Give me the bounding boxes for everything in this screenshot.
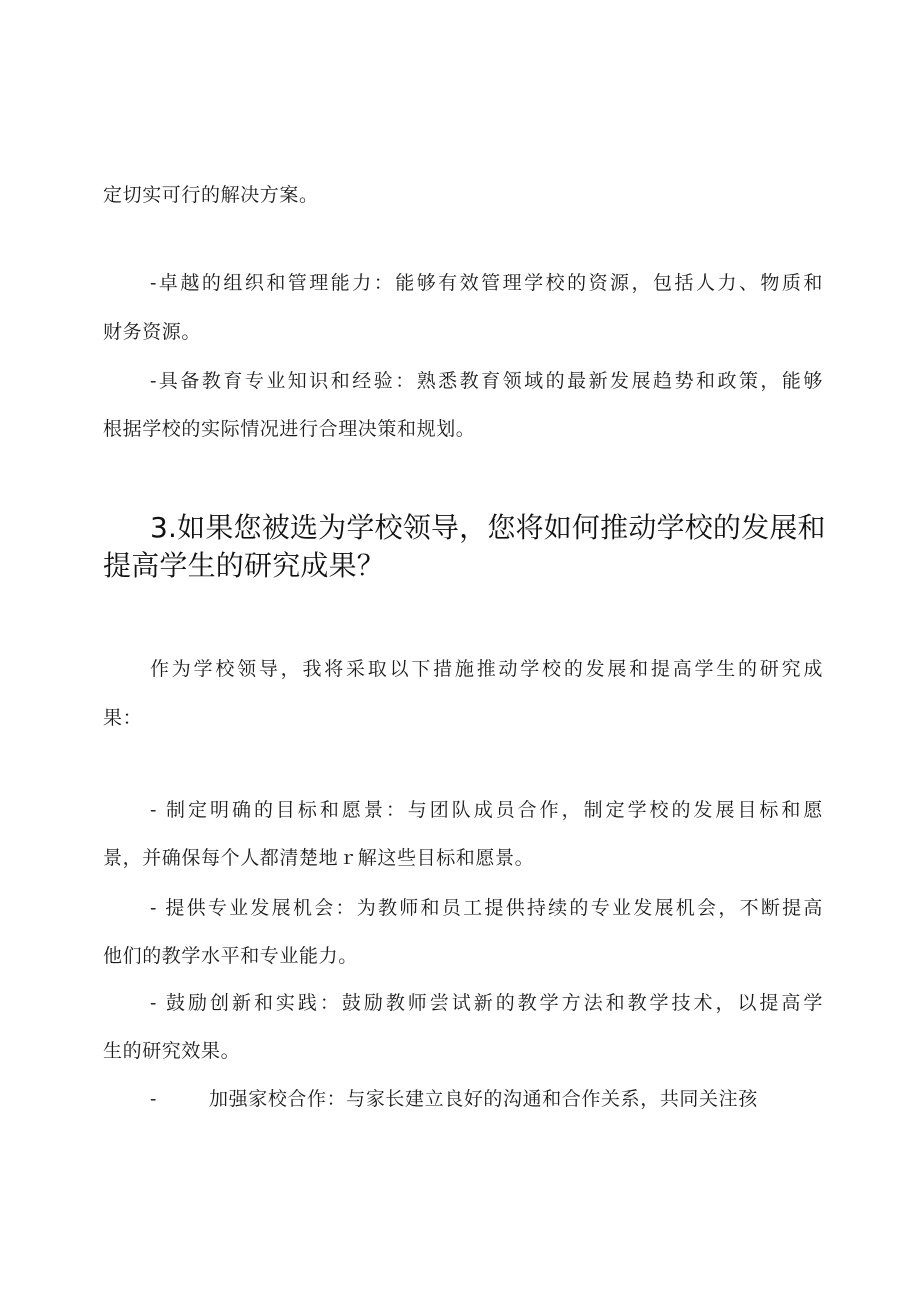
bullet-family-text: 加强家校合作：与家长建立良好的沟通和合作关系，共同关注孩 [209, 1088, 758, 1110]
bullet-training-line-1: - 提供专业发展机会：为教师和员工提供持续的专业发展机会，不断提高 [150, 897, 823, 919]
bullet-edu-line-2: 根据学校的实际情况进行合理决策和规划。 [103, 418, 476, 440]
paragraph-line: 定切实可行的解决方案。 [103, 184, 319, 206]
bullet-dash: - [150, 1088, 158, 1110]
bullet-family-line-1 [150, 1087, 823, 1111]
answer-intro-line-1: 作为学校领导，我将采取以下措施推动学校的发展和提高学生的研究成 [150, 658, 823, 680]
bullet-goals-line-1: - 制定明确的目标和愿景：与团队成员合作，制定学校的发展目标和愿 [150, 799, 823, 821]
bullet-org-line-2: 财务资源。 [103, 321, 202, 343]
bullet-org-line-1: -卓越的组织和管理能力：能够有效管理学校的资源，包括人力、物质和 [150, 272, 823, 294]
bullet-training-line-2: 他们的教学水平和专业能力。 [103, 945, 358, 967]
bullet-innovation-line-2: 生的研究效果。 [103, 1040, 241, 1062]
question-heading-line-2: 提高学生的研究成果？ [103, 549, 386, 582]
answer-intro-line-2: 果： [103, 707, 143, 729]
bullet-goals-line-2: 景，并确保每个人都清楚地ｒ解这些目标和愿景。 [103, 847, 535, 869]
bullet-innovation-line-1: - 鼓励创新和实践：鼓励教师尝试新的教学方法和教学技术，以提高学 [150, 992, 823, 1014]
question-heading-line-1: 3.如果您被选为学校领导，您将如何推动学校的发展和 [150, 511, 826, 544]
bullet-edu-line-1: -具备教育专业知识和经验：熟悉教育领域的最新发展趋势和政策，能够 [150, 370, 823, 392]
